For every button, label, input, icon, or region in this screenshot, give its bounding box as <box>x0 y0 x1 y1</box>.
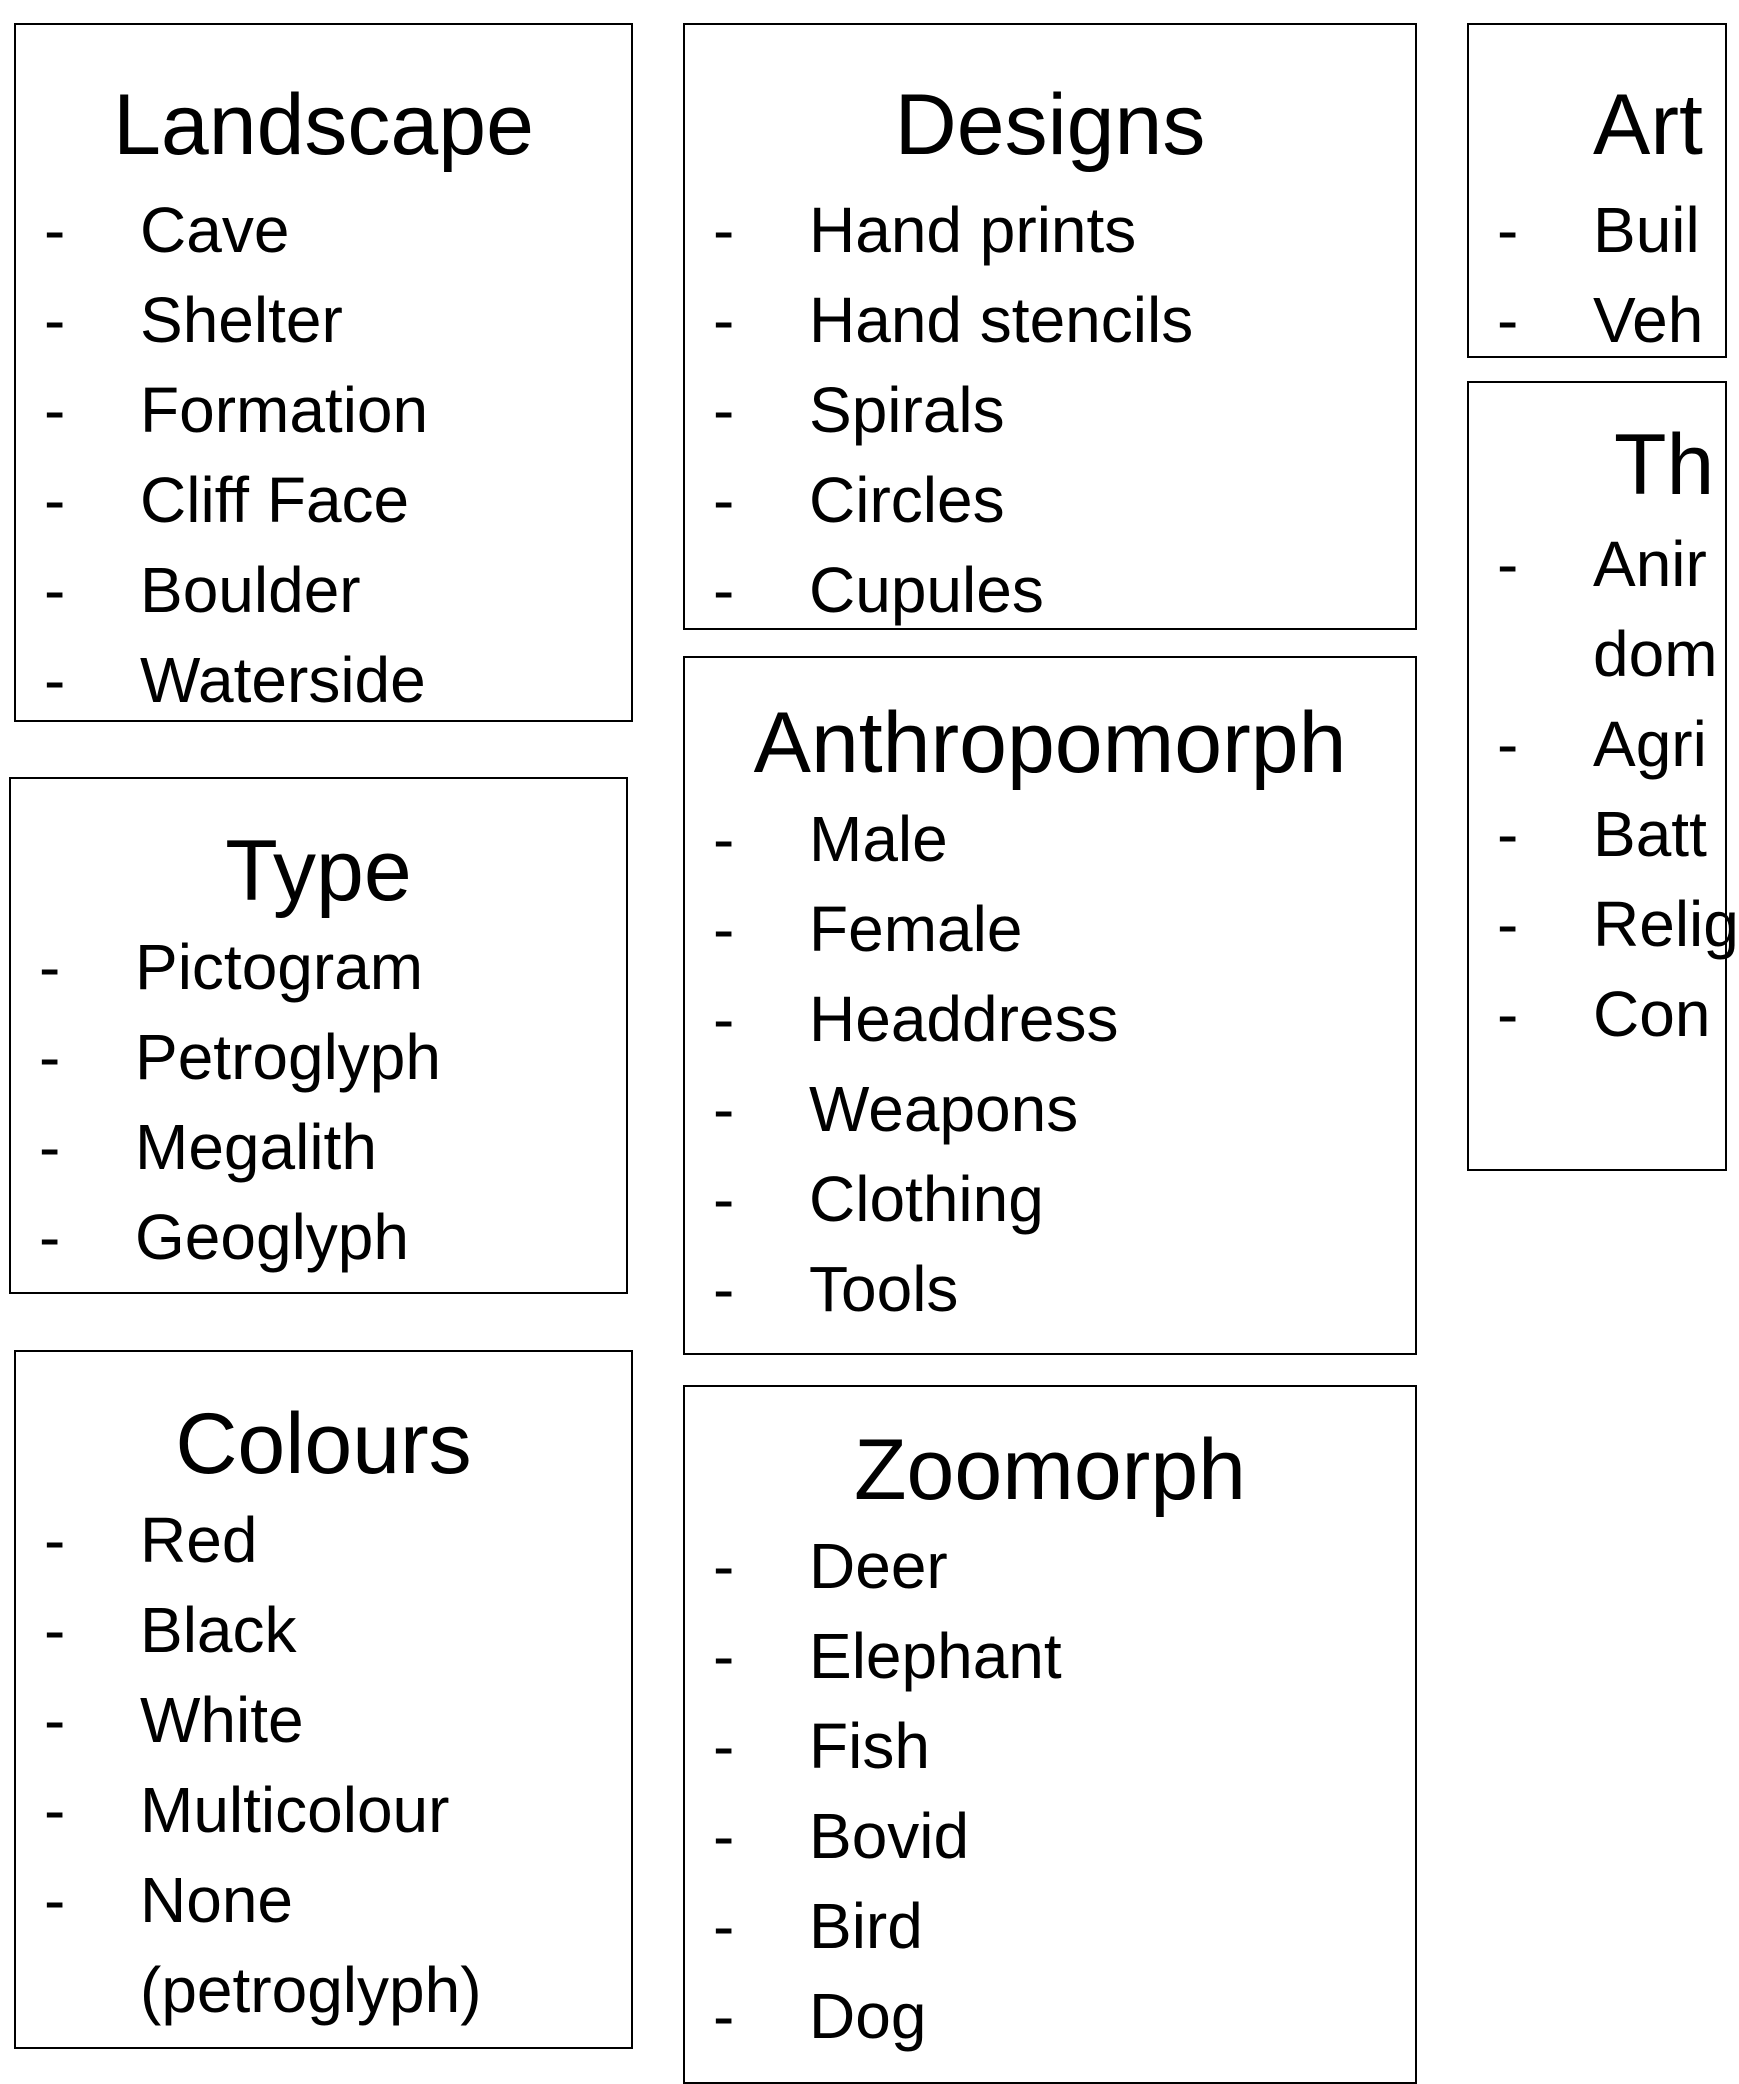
list-item: - None (petroglyph) <box>44 1864 482 2026</box>
type-list <box>11 922 626 1282</box>
landscape-box <box>14 23 633 722</box>
artefacts-box-partial <box>1467 23 1727 358</box>
landscape-title: Landscape <box>113 77 534 173</box>
artefacts-list <box>1469 185 1725 365</box>
list-item: - Boulder <box>44 554 361 626</box>
themes-list <box>1469 519 1739 1059</box>
list-item: - Multicolour <box>44 1774 450 1846</box>
zoomorph-list <box>685 1521 1415 2061</box>
themes-box-partial <box>1467 381 1739 1171</box>
list-item: - Pictogram <box>39 931 424 1003</box>
list-item: - Cliff Face <box>44 464 410 536</box>
list-item: - Hand stencils <box>713 284 1194 356</box>
colours-box <box>14 1350 633 2049</box>
list-item: - Cave <box>44 194 290 266</box>
list-item: - Megalith <box>39 1111 377 1183</box>
zoomorph-box <box>683 1385 1417 2084</box>
list-item: - Female <box>713 893 1023 965</box>
type-title: Type <box>225 823 412 919</box>
list-item: - Cupules <box>713 554 1044 626</box>
list-item: - Agri <box>1497 708 1707 780</box>
list-item: - Dog <box>713 1980 927 2052</box>
list-item: - Formation <box>44 374 429 446</box>
zoomorph-title: Zoomorph <box>854 1422 1246 1518</box>
designs-box <box>683 23 1417 630</box>
list-item: - Batt <box>1497 798 1707 870</box>
list-item: - Red <box>44 1504 258 1576</box>
colours-list <box>16 1495 631 2035</box>
list-item: - Spirals <box>713 374 1005 446</box>
list-item: - Relig <box>1497 888 1739 960</box>
list-item: - Bovid <box>713 1800 970 1872</box>
list-item: - Anir dom <box>1497 528 1718 690</box>
list-item: - Buil <box>1497 194 1700 266</box>
themes-title: Th <box>1614 417 1715 513</box>
list-item: - Male <box>713 803 948 875</box>
list-item: - Tools <box>713 1253 959 1325</box>
list-item: - Weapons <box>713 1073 1079 1145</box>
designs-list <box>685 185 1415 635</box>
list-item: - Shelter <box>44 284 343 356</box>
list-item: - Clothing <box>713 1163 1044 1235</box>
list-item: - Circles <box>713 464 1005 536</box>
list-item: - Elephant <box>713 1620 1062 1692</box>
landscape-list <box>16 185 631 725</box>
anthropomorph-title: Anthropomorph <box>753 695 1347 791</box>
list-item: - Black <box>44 1594 297 1666</box>
list-item: - Geoglyph <box>39 1201 409 1273</box>
anthropomorph-box <box>683 656 1417 1355</box>
list-item: - Deer <box>713 1530 948 1602</box>
list-item: - Fish <box>713 1710 930 1782</box>
anthropomorph-list <box>685 794 1415 1334</box>
list-item: - Hand prints <box>713 194 1137 266</box>
list-item: - Veh <box>1497 284 1704 356</box>
designs-title: Designs <box>894 77 1206 173</box>
type-box <box>9 777 628 1294</box>
list-item: - Headdress <box>713 983 1119 1055</box>
list-item: - Petroglyph <box>39 1021 441 1093</box>
artefacts-title: Art <box>1593 77 1703 173</box>
list-item: - Bird <box>713 1890 923 1962</box>
list-item: - White <box>44 1684 304 1756</box>
colours-title: Colours <box>175 1396 472 1492</box>
list-item: - Con <box>1497 978 1711 1050</box>
list-item: - Waterside <box>44 644 426 716</box>
